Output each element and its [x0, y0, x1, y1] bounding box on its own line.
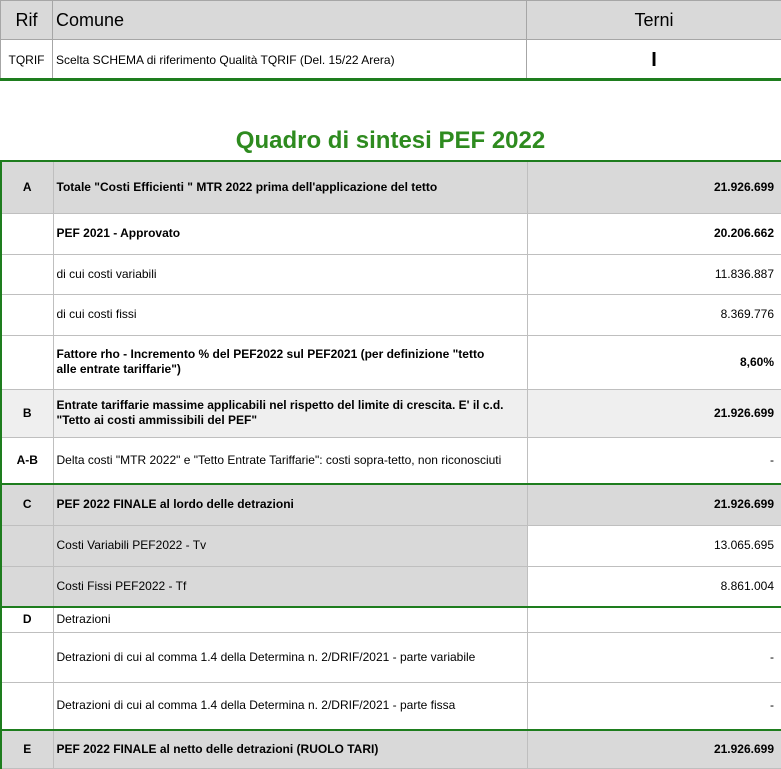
row-value: 8.369.776 [527, 294, 781, 335]
row-value: 21.926.699 [527, 730, 781, 768]
row-desc: Costi Variabili PEF2022 - Tv [53, 525, 527, 566]
row-key [1, 294, 53, 335]
row-value: 21.926.699 [527, 484, 781, 525]
header-row [1, 1, 781, 40]
table-row-d [1, 607, 781, 632]
tqrif-value[interactable]: I [527, 40, 781, 81]
table-row [1, 566, 781, 607]
tqrif-rif: TQRIF [1, 40, 53, 81]
row-value: 21.926.699 [527, 161, 781, 213]
row-key [1, 525, 53, 566]
row-key [1, 682, 53, 730]
row-value [527, 607, 781, 632]
tqrif-row [1, 40, 781, 81]
row-key [1, 335, 53, 389]
col-comune-header: Comune [53, 1, 527, 40]
row-desc: di cui costi fissi [53, 294, 527, 335]
table-row [1, 213, 781, 254]
row-value: 8,60% [527, 335, 781, 389]
row-desc: di cui costi variabili [53, 254, 527, 294]
row-desc-rest: al lordo delle detrazioni [156, 497, 294, 512]
row-desc: Costi Fissi PEF2022 - Tf [53, 566, 527, 607]
row-value: 21.926.699 [527, 389, 781, 437]
row-key: E [1, 730, 53, 768]
row-value: - [527, 682, 781, 730]
row-key: C [1, 484, 53, 525]
row-value: - [527, 632, 781, 682]
row-value: 20.206.662 [527, 213, 781, 254]
table-row [1, 682, 781, 730]
row-desc [53, 730, 527, 768]
summary-table [0, 160, 781, 769]
row-desc: Fattore rho - Incremento % del PEF2022 sul PEF2021 (per definizione "tetto alle entrate tariffarie") [53, 335, 527, 389]
row-key: B [1, 389, 53, 437]
row-desc: Detrazioni di cui al comma 1.4 della Determina n. 2/DRIF/2021 - parte variabile [53, 632, 527, 682]
row-key [1, 213, 53, 254]
row-value: 11.836.887 [527, 254, 781, 294]
table-row [1, 525, 781, 566]
table-row [1, 335, 781, 389]
table-row-a-b [1, 437, 781, 484]
row-desc-bold: PEF 2022 FINALE [56, 741, 157, 756]
header-table [0, 0, 781, 80]
table-row-a [1, 161, 781, 213]
tqrif-desc: Scelta SCHEMA di riferimento Qualità TQRIF (Del. 15/22 Arera) [53, 40, 527, 81]
row-value: 8.861.004 [527, 566, 781, 607]
table-row [1, 254, 781, 294]
page-title: Quadro di sintesi PEF 2022 [235, 127, 546, 154]
row-key: A-B [1, 437, 53, 484]
table-row [1, 294, 781, 335]
row-value: 13.065.695 [527, 525, 781, 566]
header-divider [0, 78, 781, 81]
row-desc: Totale "Costi Efficienti " MTR 2022 prima dell'applicazione del tetto [53, 161, 527, 213]
row-desc: Entrate tariffarie massime applicabili nel rispetto del limite di crescita. E' il c.d. "Tetto ai costi ammissibili del PEF" [53, 389, 527, 437]
col-city-header: Terni [527, 1, 781, 40]
row-desc: PEF 2021 - Approvato [53, 213, 527, 254]
table-row [1, 632, 781, 682]
row-key: A [1, 161, 53, 213]
table-row-e [1, 730, 781, 768]
col-rif-header: Rif [1, 1, 53, 40]
table-row-b [1, 389, 781, 437]
row-desc: Delta costi "MTR 2022" e "Tetto Entrate Tariffarie": costi sopra-tetto, non riconosciuti [53, 437, 527, 484]
row-desc: Detrazioni di cui al comma 1.4 della Determina n. 2/DRIF/2021 - parte fissa [53, 682, 527, 730]
row-desc: Detrazioni [53, 607, 527, 632]
row-key [1, 254, 53, 294]
row-desc-bold: PEF 2022 FINALE [56, 497, 157, 512]
row-value: - [527, 437, 781, 484]
row-desc [53, 484, 527, 525]
row-key [1, 566, 53, 607]
row-desc-rest: al netto delle detrazioni (RUOLO TARI) [156, 741, 379, 756]
table-row-c [1, 484, 781, 525]
row-key [1, 632, 53, 682]
row-key: D [1, 607, 53, 632]
